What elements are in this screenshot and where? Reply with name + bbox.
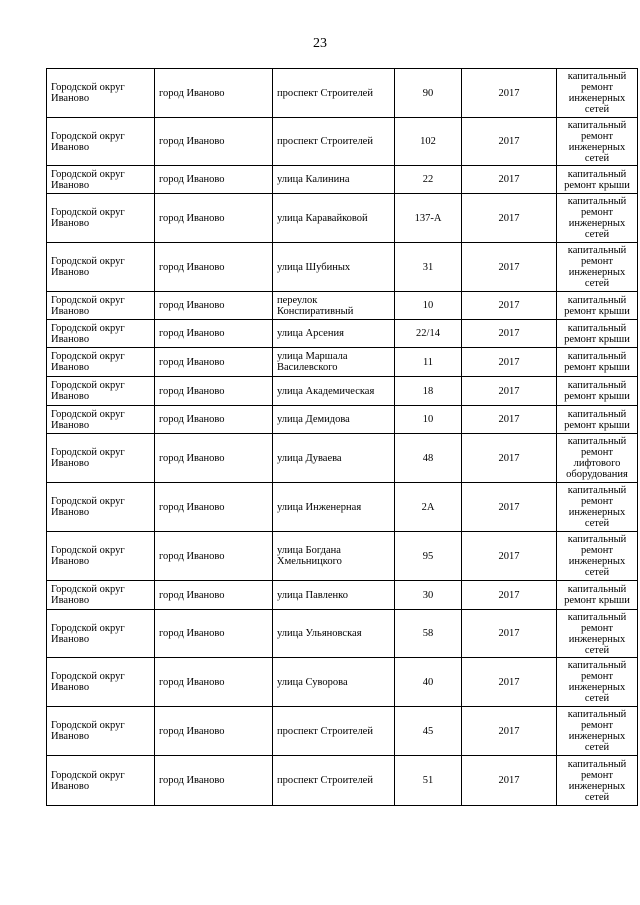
cell-year: 2017 [462, 707, 557, 756]
cell-work-type: капитальный ремонт инженерных сетей [557, 707, 638, 756]
cell-year: 2017 [462, 320, 557, 348]
cell-city: город Иваново [155, 292, 273, 320]
cell-street: проспект Строителей [273, 118, 395, 166]
cell-house-number: 45 [395, 707, 462, 756]
cell-house-number: 11 [395, 348, 462, 377]
cell-city: город Иваново [155, 406, 273, 434]
cell-street: улица Павленко [273, 581, 395, 610]
cell-okrug: Городской округ Иваново [47, 610, 155, 658]
cell-year: 2017 [462, 610, 557, 658]
cell-street: улица Шубиных [273, 243, 395, 292]
table-row [47, 194, 638, 243]
cell-okrug: Городской округ Иваново [47, 658, 155, 707]
cell-okrug: Городской округ Иваново [47, 69, 155, 118]
cell-house-number: 10 [395, 292, 462, 320]
cell-city: город Иваново [155, 377, 273, 406]
cell-work-type: капитальный ремонт крыши [557, 292, 638, 320]
table-row [47, 69, 638, 118]
cell-city: город Иваново [155, 348, 273, 377]
table-body [47, 69, 638, 806]
cell-house-number: 2А [395, 483, 462, 532]
cell-year: 2017 [462, 377, 557, 406]
table-row [47, 406, 638, 434]
cell-street: улица Инженерная [273, 483, 395, 532]
cell-city: город Иваново [155, 658, 273, 707]
cell-street: улица Калинина [273, 166, 395, 194]
cell-okrug: Городской округ Иваново [47, 434, 155, 483]
cell-city: город Иваново [155, 434, 273, 483]
cell-house-number: 31 [395, 243, 462, 292]
cell-work-type: капитальный ремонт крыши [557, 320, 638, 348]
table-row [47, 707, 638, 756]
cell-okrug: Городской округ Иваново [47, 377, 155, 406]
cell-okrug: Городской округ Иваново [47, 406, 155, 434]
cell-work-type: капитальный ремонт инженерных сетей [557, 194, 638, 243]
cell-city: город Иваново [155, 707, 273, 756]
cell-house-number: 18 [395, 377, 462, 406]
cell-city: город Иваново [155, 194, 273, 243]
cell-house-number: 48 [395, 434, 462, 483]
cell-city: город Иваново [155, 320, 273, 348]
cell-year: 2017 [462, 348, 557, 377]
cell-city: город Иваново [155, 581, 273, 610]
cell-city: город Иваново [155, 243, 273, 292]
cell-city: город Иваново [155, 118, 273, 166]
cell-work-type: капитальный ремонт крыши [557, 348, 638, 377]
cell-street: улица Суворова [273, 658, 395, 707]
cell-okrug: Городской округ Иваново [47, 292, 155, 320]
cell-work-type: капитальный ремонт инженерных сетей [557, 118, 638, 166]
cell-okrug: Городской округ Иваново [47, 118, 155, 166]
cell-work-type: капитальный ремонт инженерных сетей [557, 69, 638, 118]
cell-work-type: капитальный ремонт инженерных сетей [557, 610, 638, 658]
cell-street: улица Академическая [273, 377, 395, 406]
cell-year: 2017 [462, 166, 557, 194]
cell-city: город Иваново [155, 610, 273, 658]
cell-work-type: капитальный ремонт лифтового оборудования [557, 434, 638, 483]
table-row [47, 434, 638, 483]
cell-street: улица Богдана Хмельницкого [273, 532, 395, 581]
cell-okrug: Городской округ Иваново [47, 320, 155, 348]
cell-year: 2017 [462, 69, 557, 118]
table-row [47, 483, 638, 532]
table-row [47, 243, 638, 292]
cell-work-type: капитальный ремонт инженерных сетей [557, 658, 638, 707]
cell-street: проспект Строителей [273, 69, 395, 118]
cell-house-number: 102 [395, 118, 462, 166]
cell-year: 2017 [462, 243, 557, 292]
cell-city: город Иваново [155, 483, 273, 532]
cell-street: улица Дуваева [273, 434, 395, 483]
cell-house-number: 90 [395, 69, 462, 118]
cell-city: город Иваново [155, 756, 273, 806]
cell-street: переулок Конспиративный [273, 292, 395, 320]
table-row [47, 348, 638, 377]
cell-house-number: 51 [395, 756, 462, 806]
cell-house-number: 22/14 [395, 320, 462, 348]
cell-city: город Иваново [155, 532, 273, 581]
cell-street: проспект Строителей [273, 756, 395, 806]
cell-year: 2017 [462, 406, 557, 434]
cell-okrug: Городской округ Иваново [47, 756, 155, 806]
cell-work-type: капитальный ремонт инженерных сетей [557, 756, 638, 806]
cell-year: 2017 [462, 658, 557, 707]
cell-year: 2017 [462, 434, 557, 483]
cell-work-type: капитальный ремонт инженерных сетей [557, 483, 638, 532]
table-row [47, 377, 638, 406]
cell-year: 2017 [462, 483, 557, 532]
cell-street: улица Маршала Василевского [273, 348, 395, 377]
cell-work-type: капитальный ремонт инженерных сетей [557, 243, 638, 292]
cell-house-number: 22 [395, 166, 462, 194]
cell-city: город Иваново [155, 69, 273, 118]
cell-okrug: Городской округ Иваново [47, 194, 155, 243]
cell-okrug: Городской округ Иваново [47, 581, 155, 610]
cell-house-number: 95 [395, 532, 462, 581]
cell-okrug: Городской округ Иваново [47, 532, 155, 581]
cell-okrug: Городской округ Иваново [47, 243, 155, 292]
cell-year: 2017 [462, 581, 557, 610]
cell-year: 2017 [462, 532, 557, 581]
table-row [47, 658, 638, 707]
cell-year: 2017 [462, 194, 557, 243]
cell-house-number: 40 [395, 658, 462, 707]
cell-house-number: 10 [395, 406, 462, 434]
table-row [47, 610, 638, 658]
table-row [47, 166, 638, 194]
cell-okrug: Городской округ Иваново [47, 348, 155, 377]
page-number: 23 [313, 36, 327, 51]
cell-street: проспект Строителей [273, 707, 395, 756]
table-row [47, 581, 638, 610]
table-row [47, 292, 638, 320]
cell-work-type: капитальный ремонт крыши [557, 581, 638, 610]
cell-year: 2017 [462, 118, 557, 166]
cell-work-type: капитальный ремонт крыши [557, 166, 638, 194]
table-row [47, 118, 638, 166]
cell-street: улица Демидова [273, 406, 395, 434]
cell-work-type: капитальный ремонт крыши [557, 377, 638, 406]
cell-okrug: Городской округ Иваново [47, 166, 155, 194]
cell-street: улица Каравайковой [273, 194, 395, 243]
cell-work-type: капитальный ремонт крыши [557, 406, 638, 434]
cell-year: 2017 [462, 756, 557, 806]
table-row [47, 320, 638, 348]
cell-house-number: 30 [395, 581, 462, 610]
table-row [47, 756, 638, 806]
cell-city: город Иваново [155, 166, 273, 194]
cell-work-type: капитальный ремонт инженерных сетей [557, 532, 638, 581]
cell-street: улица Арсения [273, 320, 395, 348]
cell-okrug: Городской округ Иваново [47, 707, 155, 756]
repair-registry-table [46, 68, 638, 806]
cell-okrug: Городской округ Иваново [47, 483, 155, 532]
table-row [47, 532, 638, 581]
cell-house-number: 58 [395, 610, 462, 658]
cell-street: улица Ульяновская [273, 610, 395, 658]
cell-year: 2017 [462, 292, 557, 320]
cell-house-number: 137-А [395, 194, 462, 243]
